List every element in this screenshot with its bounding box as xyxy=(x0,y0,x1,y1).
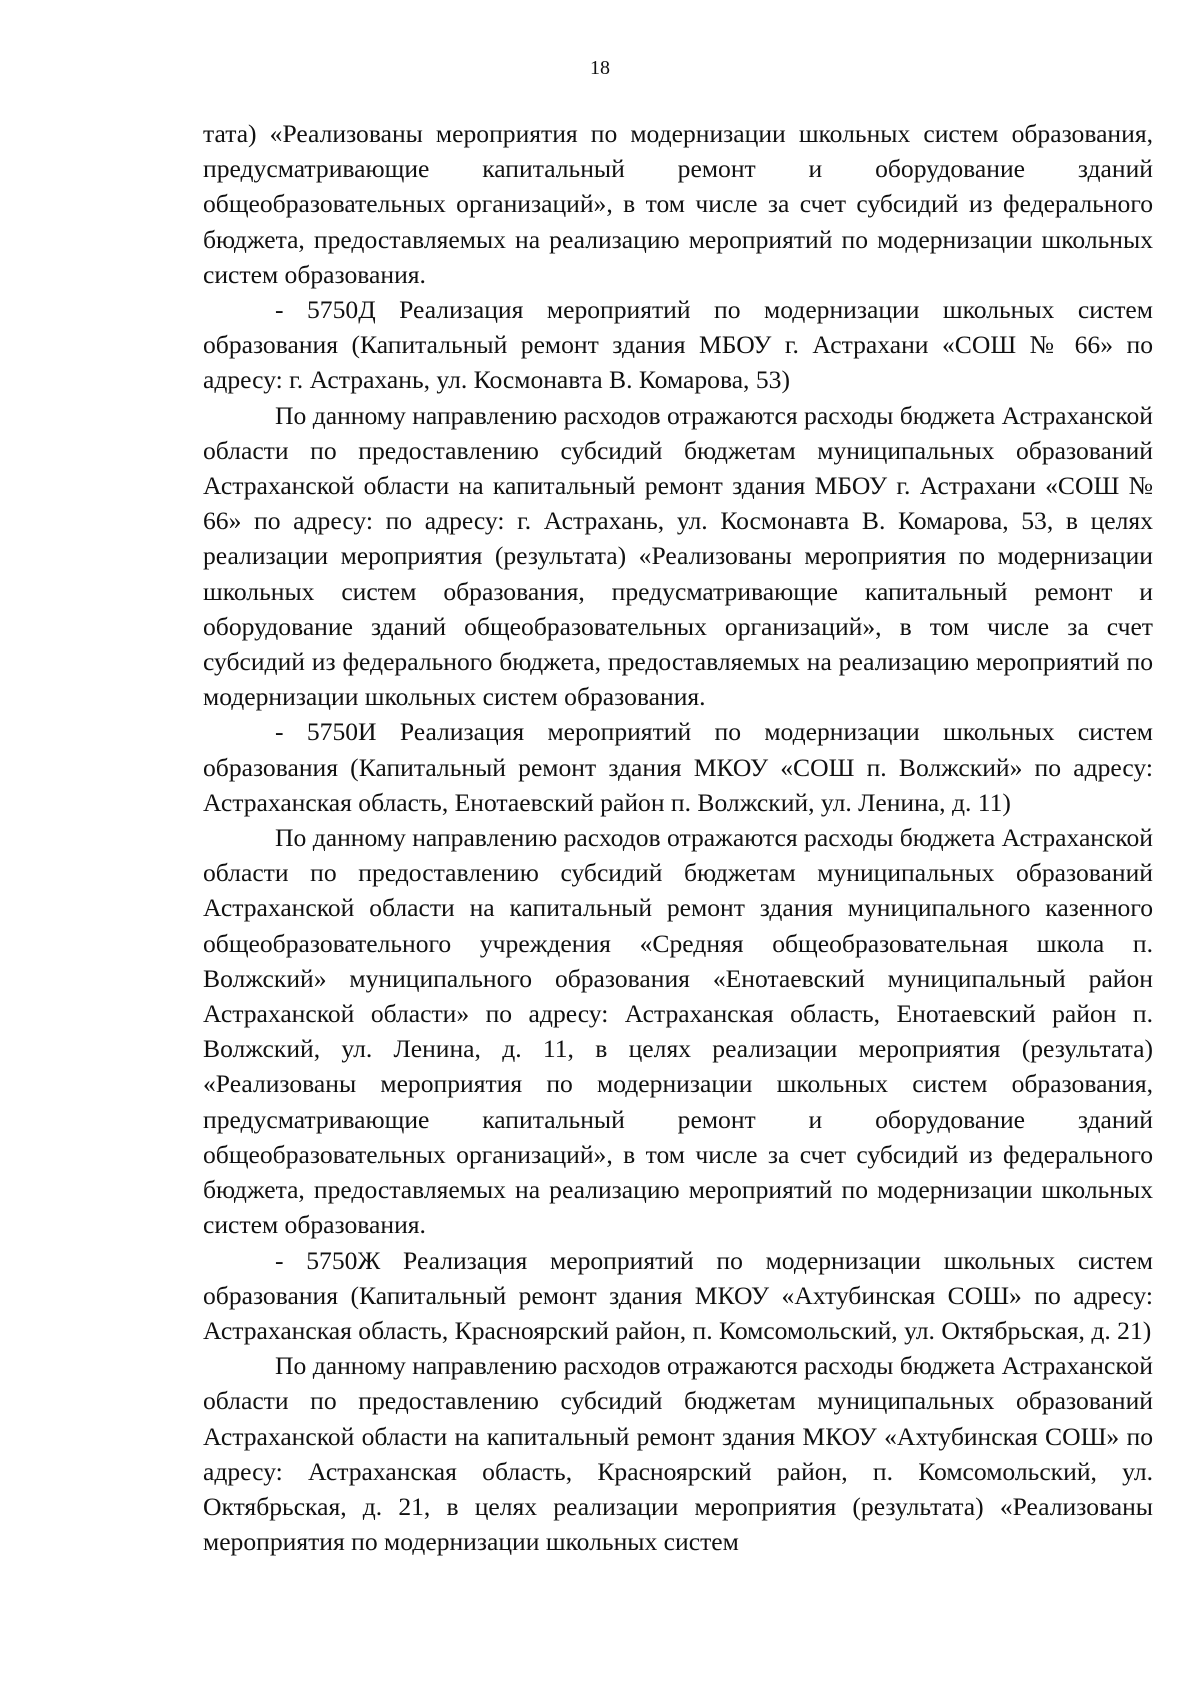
paragraph-description-5750zh: По данному направлению расходов отражаются расходы бюджета Астраханской области по предоставлению субсидий бюджетам муниципальных образований Астраханской области на капитальный ремонт здания МКОУ «Ахтубинская СОШ» по адресу: Астраханская область, Красноярский район, п. Комсомольский, ул. Октябрьская, д. 21, в целях реализации мероприятия (результата) «Реализованы мероприятия по модернизации школьных систем xyxy=(203,1351,1153,1557)
paragraph-item-5750d: - 5750Д Реализация мероприятий по модернизации школьных систем образования (Капитальный ремонт здания МБОУ г. Астрахани «СОШ № 66» по адресу: г. Астрахань, ул. Космонавта В. Комарова, 53) xyxy=(203,295,1153,395)
page-number: 18 xyxy=(590,57,610,79)
paragraph-description-5750d: По данному направлению расходов отражаются расходы бюджета Астраханской области по предоставлению субсидий бюджетам муниципальных образований Астраханской области на капитальный ремонт здания МБОУ г. Астрахани «СОШ № 66» по адресу: по адресу: г. Астрахань, ул. Космонавта В. Комарова, 53, в целях реализации мероприятия (результата) «Реализованы мероприятия по модернизации школьных систем образования, предусматривающие капитальный ремонт и оборудование зданий общеобразовательных организаций», в том числе за счет субсидий из федерального бюджета, предоставляемых на реализацию мероприятий по модернизации школьных систем образования. xyxy=(203,400,1153,712)
paragraph-continuation: тата) «Реализованы мероприятия по модернизации школьных систем образования, предусматривающие капитальный ремонт и оборудование зданий общеобразовательных организаций», в том числе за счет субсидий из федерального бюджета, предоставляемых на реализацию мероприятий по модернизации школьных систем образования. xyxy=(203,119,1153,289)
paragraph-item-5750i: - 5750И Реализация мероприятий по модернизации школьных систем образования (Капитальный ремонт здания МКОУ «СОШ п. Волжский» по адресу: Астраханская область, Енотаевский район п. Волжский, ул. Ленина, д. 11) xyxy=(203,717,1153,817)
document-body xyxy=(203,116,1153,1559)
paragraph-description-5750i: По данному направлению расходов отражаются расходы бюджета Астраханской области по предоставлению субсидий бюджетам муниципальных образований Астраханской области на капитальный ремонт здания муниципального казенного общеобразовательного учреждения «Средняя общеобразовательная школа п. Волжский» муниципального образования «Енотаевский муниципальный район Астраханской области» по адресу: Астраханская область, Енотаевский район п. Волжский, ул. Ленина, д. 11, в целях реализации мероприятия (результата) «Реализованы мероприятия по модернизации школьных систем образования, предусматривающие капитальный ремонт и оборудование зданий общеобразовательных организаций», в том числе за счет субсидий из федерального бюджета, предоставляемых на реализацию мероприятий по модернизации школьных систем образования. xyxy=(203,823,1153,1240)
paragraph-item-5750zh: - 5750Ж Реализация мероприятий по модернизации школьных систем образования (Капитальный ремонт здания МКОУ «Ахтубинская СОШ» по адресу: Астраханская область, Красноярский район, п. Комсомольский, ул. Октябрьская, д. 21) xyxy=(203,1245,1153,1345)
